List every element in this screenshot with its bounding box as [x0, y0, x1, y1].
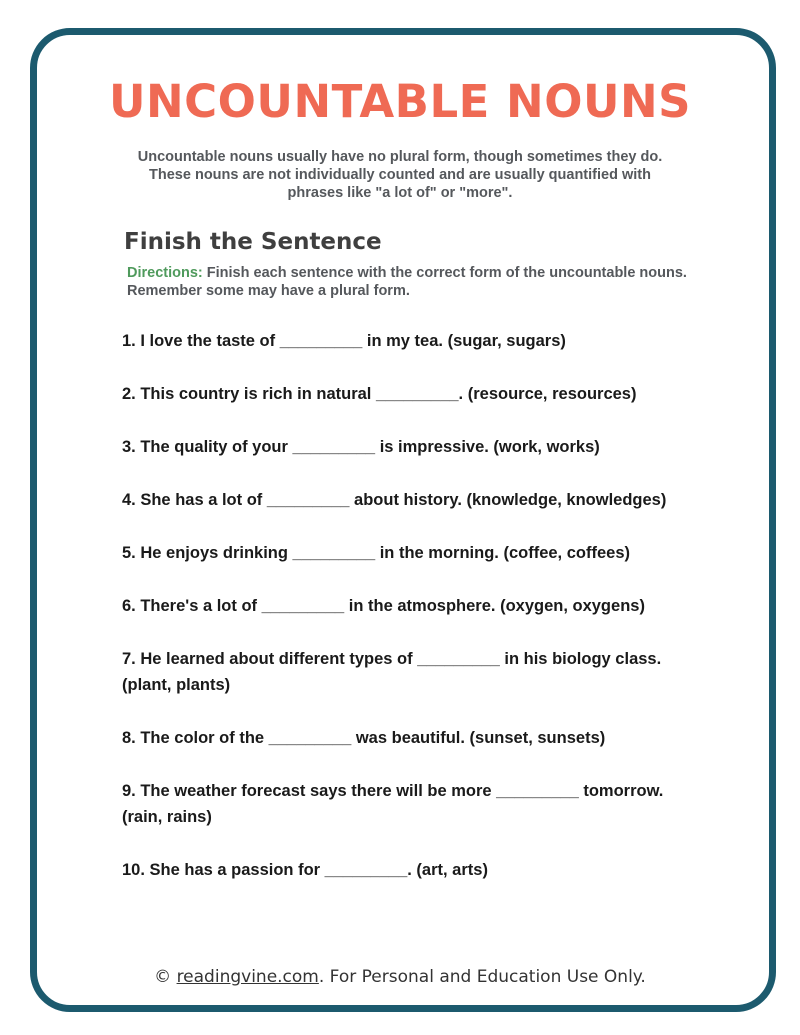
- question-4: 4. She has a lot of _________ about history. (knowledge, knowledges): [122, 491, 667, 509]
- directions-label: Directions:: [127, 265, 203, 281]
- footer: [0, 964, 800, 990]
- footer-link[interactable]: readingvine.com: [176, 967, 319, 987]
- question-6: 6. There's a lot of _________ in the atmosphere. (oxygen, oxygens): [122, 597, 645, 615]
- page-title: UNCOUNTABLE NOUNS: [108, 75, 692, 128]
- question-7: 7. He learned about different types of _________ in his biology class. (plant, plants): [122, 650, 662, 694]
- question-3: 3. The quality of your _________ is impressive. (work, works): [122, 438, 600, 456]
- question-2: 2. This country is rich in natural _________. (resource, resources): [122, 385, 637, 403]
- footer-text: . For Personal and Education Use Only.: [318, 967, 646, 987]
- question-10: 10. She has a passion for _________. (art, arts): [122, 861, 488, 879]
- question-5: 5. He enjoys drinking _________ in the morning. (coffee, coffees): [122, 544, 630, 562]
- directions-text: Finish each sentence with the correct form of the uncountable nouns. Remember some may have a plural form.: [127, 265, 687, 299]
- directions: [127, 264, 687, 300]
- section-heading: Finish the Sentence: [124, 229, 382, 255]
- question-8: 8. The color of the _________ was beautiful. (sunset, sunsets): [122, 729, 606, 747]
- question-9: 9. The weather forecast says there will be more _________ tomorrow. (rain, rains): [122, 782, 664, 826]
- copyright-symbol: ©: [154, 967, 172, 987]
- question-1: 1. I love the taste of _________ in my tea. (sugar, sugars): [122, 332, 566, 350]
- intro-paragraph: Uncountable nouns usually have no plural form, though sometimes they do. These nouns are not individually counted and are usually quantified with phrases like "a lot of" or "more".: [137, 149, 663, 201]
